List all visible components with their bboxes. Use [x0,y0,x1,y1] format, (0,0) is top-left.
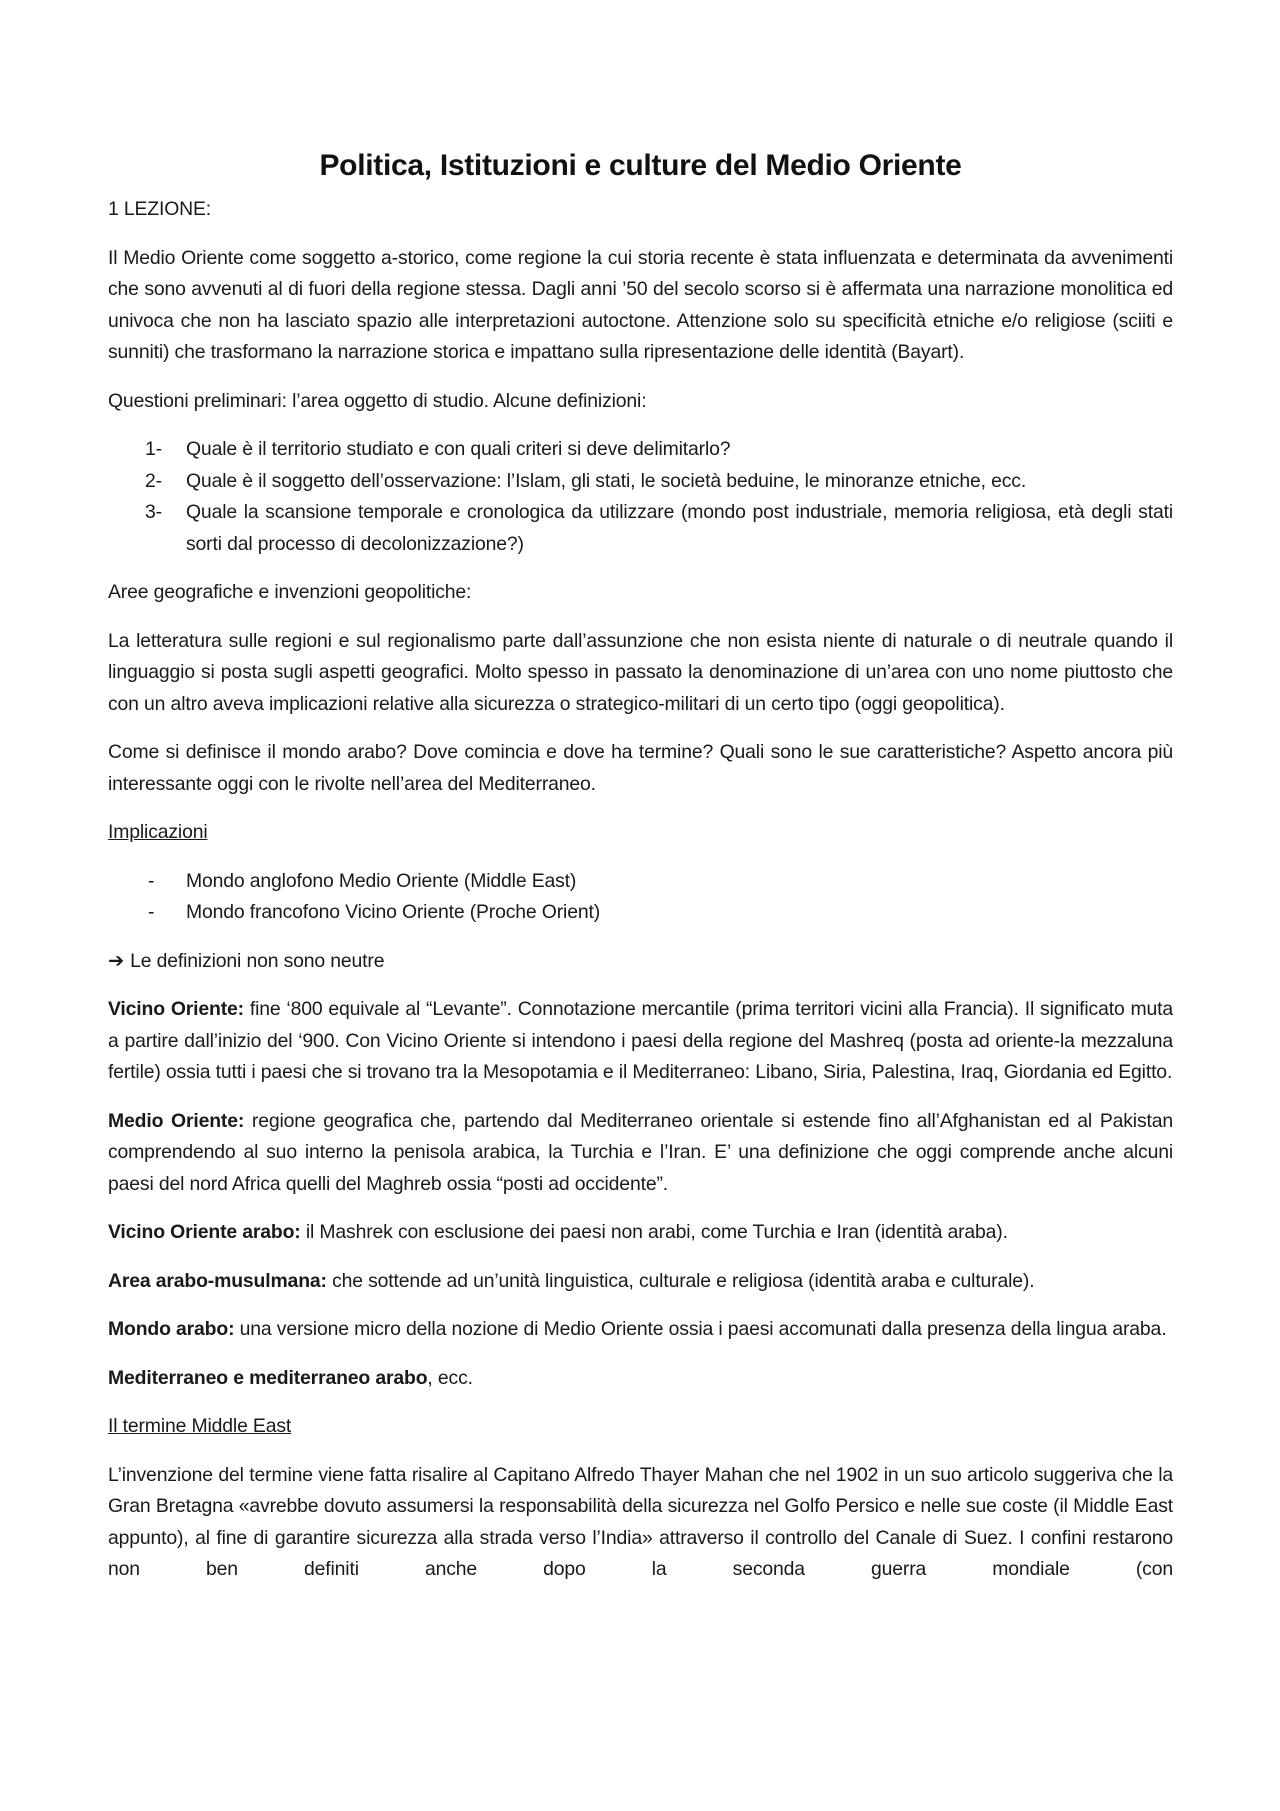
question-item [108,466,1173,498]
middle-east-paragraph: L’invenzione del termine viene fatta risalire al Capitano Alfredo Thayer Mahan che nel 1902 in un suo articolo suggeriva che la Gran Bretagna «avrebbe dovuto assumersi la responsabilità della sicurezza nel Golfo Persico e nelle sue coste (il Middle East appunto), al fine di garantire sicurezza alla strada verso l’India» attraverso il controllo del Canale di Suez. I confini restarono non ben definiti anche dopo la seconda guerra mondiale (con [108,1463,1173,1580]
definition-area-arabo-musulmana [108,1266,1173,1298]
list-number: 1- [145,438,162,460]
definition-term: Medio Oriente: [108,1109,245,1132]
definition-term: Vicino Oriente arabo: [108,1221,301,1243]
lesson-label: 1 LEZIONE: [108,198,212,220]
definition-term: Mediterraneo e mediterraneo arabo [108,1366,428,1389]
intro-paragraph: Il Medio Oriente come soggetto a-storico, come regione la cui storia recente è stata influenzata e determinata da avvenimenti che sono avvenuti al di fuori della regione stessa. Dagli anni ’50 del secolo scorso si è affermata una narrazione monolitica ed univoca che non ha lasciato spazio alle interpretazioni autoctone. Attenzione solo su specificità etniche e/o religiose (sciiti e sunniti) che trasformano la narrazione storica e impattano sulla ripresentazione delle identità (Bayart). [108,246,1173,363]
geo-paragraph: La letteratura sulle regioni e sul regionalismo parte dall’assunzione che non esista niente di naturale o di neutrale quando il linguaggio si posta sugli aspetti geografici. Molto spesso in passato la denominazione di un’area con uno nome piuttosto che con un altro aveva implicazioni relative alla sicurezza o strategico-militari di un certo tipo (oggi geopolitica). [108,629,1173,715]
list-number: 2- [145,469,162,492]
question-item [108,497,1173,560]
document-body [108,194,1173,1603]
definition-term: Vicino Oriente: [108,998,244,1020]
preliminary-heading: Questioni preliminari: l’area oggetto di studio. Alcune definizioni: [108,389,647,412]
definition-term: Mondo arabo: [108,1318,235,1340]
dash-bullet: - [148,869,155,892]
implication-text: Mondo francofono Vicino Oriente (Proche Orient) [186,901,601,923]
implication-item [108,866,1173,898]
definition-vicino-oriente-arabo [108,1217,1173,1249]
definition-mondo-arabo [108,1314,1173,1346]
definition-text: fine ‘800 equivale al “Levante”. Connotazione mercantile (prima territori vicini alla Francia). Il significato muta a partire dall’inizio del ‘900. Con Vicino Oriente si intendono i paesi della regione del Mashreq (posta ad oriente-la mezzaluna fertile) ossia tutti i paesi che si trovano tra la Mesopotamia e il Mediterraneo: Libano, Siria, Palestina, Iraq, Giordania ed Egitto. [108,998,1174,1083]
implications-heading: Implicazioni [108,821,208,843]
arrow-right-icon: ➔ [108,949,125,972]
middle-east-heading: Il termine Middle East [108,1415,292,1437]
implication-text: Mondo anglofono Medio Oriente (Middle East) [186,869,577,892]
definition-vicino-oriente [108,994,1173,1089]
definition-medio-oriente [108,1106,1173,1201]
arab-world-paragraph: Come si definisce il mondo arabo? Dove comincia e dove ha termine? Quali sono le sue caratteristiche? Aspetto ancora più interessante oggi con le rivolte nell’area del Mediterraneo. [108,741,1173,795]
definition-text: regione geografica che, partendo dal Mediterraneo orientale si estende fino all’Afghanistan ed al Pakistan comprendendo al suo interno la penisola arabica, la Turchia e l’Iran. E’ una definizione che oggi comprende anche alcuni paesi del nord Africa quelli del Maghreb ossia “posti ad occidente”. [108,1109,1173,1195]
implications-list [108,866,1173,929]
document-title: Politica, Istituzioni e culture del Medio Oriente [319,149,962,183]
definition-mediterraneo [108,1363,1173,1395]
definition-text: , ecc. [427,1366,473,1389]
definition-text: una versione micro della nozione di Medio Oriente ossia i paesi accomunati dalla presenza della lingua araba. [234,1318,1167,1340]
questions-list [108,434,1173,560]
definition-text: il Mashrek con esclusione dei paesi non arabi, come Turchia e Iran (identità araba). [300,1221,1008,1243]
list-number: 3- [145,501,162,523]
arrow-statement [108,946,1173,978]
dash-bullet: - [148,901,155,923]
question-item [108,434,1173,466]
definition-term: Area arabo-musulmana: [108,1269,327,1292]
definition-text: che sottende ad un’unità linguistica, culturale e religiosa (identità araba e culturale). [326,1269,1035,1292]
geo-heading: Aree geografiche e invenzioni geopolitiche: [108,581,472,603]
arrow-statement-text: Le definizioni non sono neutre [130,949,385,972]
implication-item [108,897,1173,929]
question-text: Quale è il territorio studiato e con quali criteri si deve delimitarlo? [186,438,731,460]
question-text: Quale la scansione temporale e cronologica da utilizzare (mondo post industriale, memoria religiosa, età degli stati sorti dal processo di decolonizzazione?) [186,501,1173,555]
question-text: Quale è il soggetto dell’osservazione: l’Islam, gli stati, le società beduine, le minoranze etniche, ecc. [186,469,1027,492]
